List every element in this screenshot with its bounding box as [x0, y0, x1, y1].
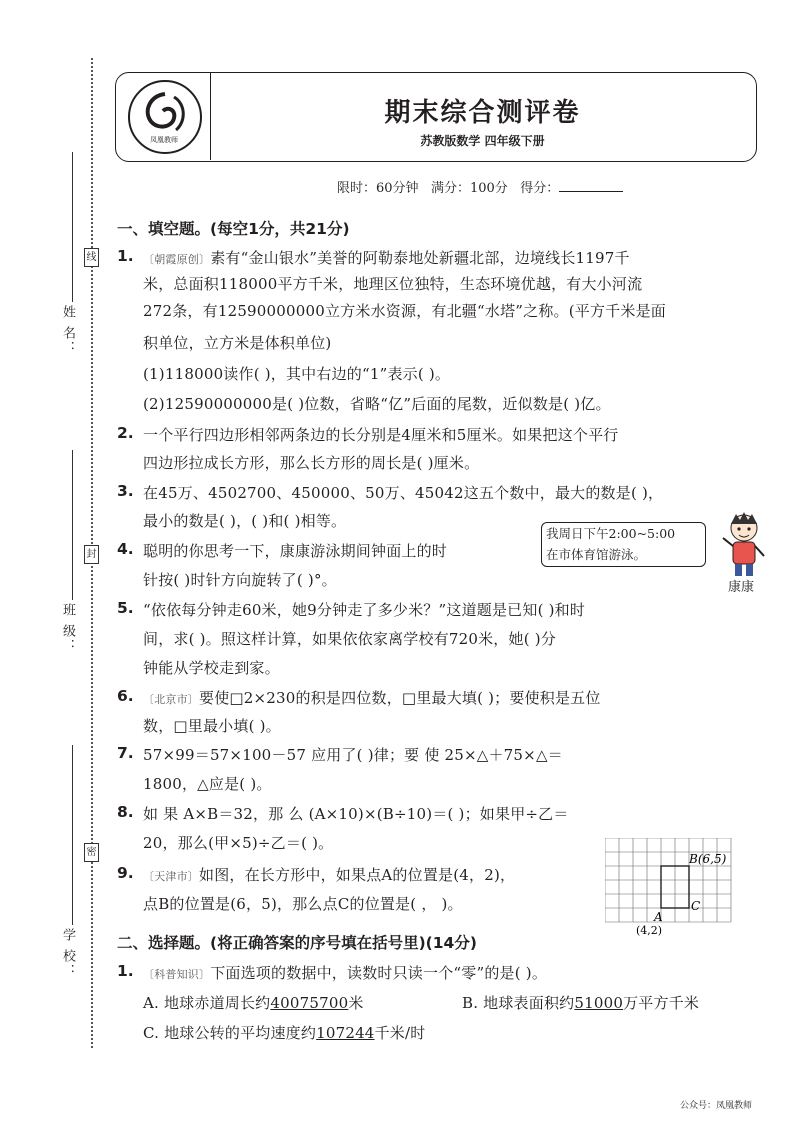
point-c-label: C: [691, 899, 701, 913]
q3-line-2: 最小的数是( )，( )和( )相等。: [143, 512, 347, 530]
score-blank[interactable]: [559, 179, 623, 192]
q5-number: 5.: [117, 599, 134, 617]
q1-tag: 〔朝霞原创〕: [143, 253, 211, 266]
s2-q1-number: 1.: [117, 962, 134, 980]
section2-title: 二、选择题。(将正确答案的序号填在括号里)(14分): [117, 934, 477, 952]
page-subtitle: 苏教版数学 四年级下册: [420, 134, 545, 148]
q1-sub1: (1)118000读作( )，其中右边的“1”表示( )。: [143, 365, 451, 383]
q9-line-1: 〔天津市〕如图，在长方形中，如果点A的位置是(4，2)，: [143, 866, 516, 884]
q4-number: 4.: [117, 540, 134, 558]
q8-number: 8.: [117, 803, 134, 821]
point-a-coord: (4,2): [636, 924, 663, 937]
cut-mark-seal: 封: [84, 545, 99, 564]
option-b: B. 地球表面积约51000万平方千米: [462, 994, 700, 1012]
q6-line-1: 〔北京市〕要使□2×230的积是四位数，□里最大填( )；要使积是五位: [143, 689, 601, 707]
score-line: [337, 177, 623, 196]
class-underline: [72, 450, 73, 600]
point-a-label: A: [654, 910, 663, 924]
boy-cartoon-icon: [720, 510, 768, 580]
q8-line-2: 20，那么(甲×5)÷乙＝( )。: [143, 834, 334, 852]
speech-bubble: 我周日下午2:00~5:00 在市体育馆游泳。: [541, 522, 706, 567]
q1-line-1: 〔朝霞原创〕素有“金山银水”美誉的阿勒泰地处新疆北部，边境线长1197千: [143, 249, 630, 267]
q5-line-1: “依依每分钟走60米，她9分钟走了多少米？”这道题是已知( )和时: [143, 601, 586, 619]
q4-line-2: 针按( )时针方向旋转了( )°。: [143, 571, 337, 589]
point-b-label: B(6,5): [689, 852, 727, 866]
q3-line-1: 在45万、4502700、450000、50万、45042这五个数中，最大的数是( )，: [143, 484, 664, 502]
class-label: 班 级：: [60, 603, 75, 655]
school-label: 学 校：: [60, 928, 75, 980]
q7-line-1: 57×99＝57×100－57 应用了( )律；要 使 25×△＋75×△＝: [143, 746, 563, 764]
footer-wechat: 公众号：凤凰教师: [680, 1101, 753, 1111]
q6-number: 6.: [117, 687, 134, 705]
q7-line-2: 1800，△应是( )。: [143, 775, 272, 793]
q1-number: 1.: [117, 247, 134, 265]
q3-number: 3.: [117, 482, 134, 500]
cut-mark-line: 线: [84, 248, 99, 267]
name-underline: [72, 152, 73, 302]
q7-number: 7.: [117, 744, 134, 762]
q5-line-3: 钟能从学校走到家。: [143, 659, 280, 677]
name-label: 姓 名：: [60, 305, 75, 357]
option-c: C. 地球公转的平均速度约107244千米/时: [143, 1024, 426, 1042]
q2-number: 2.: [117, 424, 134, 442]
q6-line-2: 数，□里最小填( )。: [143, 717, 281, 735]
q4-line-1: 聪明的你思考一下，康康游泳期间钟面上的时: [143, 542, 448, 560]
time-limit: 限时：60分钟: [337, 181, 419, 196]
s2-q1-stem: 〔科普知识〕下面选项的数据中，读数时只读一个“零”的是( )。: [143, 964, 548, 982]
q9-number: 9.: [117, 864, 134, 882]
full-score: 满分：100分: [430, 181, 508, 196]
q5-line-2: 间，求( )。照这样计算，如果依依家离学校有720米，她( )分: [143, 630, 556, 648]
q1-sub2: (2)12590000000是( )位数，省略“亿”后面的尾数，近似数是( )亿。: [143, 395, 611, 413]
q2-line-2: 四边形拉成长方形，那么长方形的周长是( )厘米。: [143, 454, 480, 472]
q8-line-1: 如 果 A×B＝32，那 么 (A×10)×(B÷10)＝( )；如果甲÷乙＝: [143, 805, 569, 823]
cut-mark-secret: 密: [84, 843, 99, 862]
q1-line-4: 积单位，立方米是体积单位): [143, 334, 332, 352]
q2-line-1: 一个平行四边形相邻两条边的长分别是4厘米和5厘米。如果把这个平行: [143, 426, 619, 444]
coordinate-grid: [605, 838, 745, 938]
score-label: 得分：: [520, 181, 560, 196]
page-title: 期末综合测评卷: [384, 98, 581, 128]
option-a: A. 地球赤道周长约40075700米: [143, 994, 364, 1012]
q6-tag: 〔北京市〕: [143, 693, 199, 706]
q1-line-2: 米，总面积118000平方千米，地理区位独特，生态环境优越，有大小河流: [143, 275, 643, 293]
q9-line-2: 点B的位置是(6，5)，那么点C的位置是( ， )。: [143, 895, 463, 913]
logo-text: 凤凰教师: [150, 136, 178, 144]
s2-q1-tag: 〔科普知识〕: [143, 968, 211, 981]
q9-tag: 〔天津市〕: [143, 870, 199, 883]
school-underline: [72, 745, 73, 925]
section1-title: 一、填空题。(每空1分，共21分): [117, 220, 350, 238]
q1-line-3: 272条，有12590000000立方米水资源，有北疆“水塔”之称。(平方千米是面: [143, 302, 666, 320]
kid-name: 康康: [728, 580, 755, 595]
